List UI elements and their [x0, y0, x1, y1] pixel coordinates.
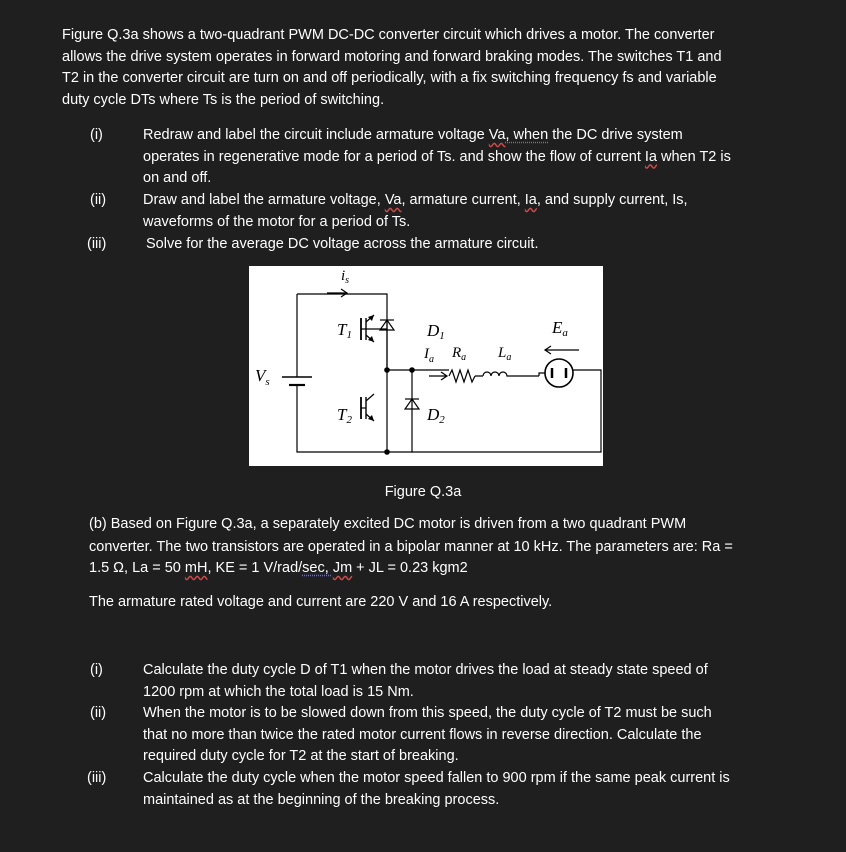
label-sub: 2 [439, 414, 445, 426]
question-number: (i) [90, 662, 103, 678]
spell-flag-va: Va [384, 192, 402, 208]
motor-circle [545, 359, 573, 387]
label-sub: s [265, 376, 270, 388]
question-number: (iii) [87, 770, 107, 786]
label-text: V [255, 366, 266, 385]
question-line: maintained as at the beginning of the breaking process. [143, 791, 500, 808]
intro-line: Figure Q.3a shows a two-quadrant PWM DC-DC converter circuit which drives a motor. The converter [62, 27, 715, 43]
ea-arrow [545, 346, 579, 354]
label-sub: 1 [346, 329, 352, 341]
grammar-flag-sec: sec [302, 560, 325, 576]
outer-wire [297, 294, 387, 452]
part-b-paragraph [89, 514, 779, 580]
label-is [341, 268, 349, 286]
question-text [143, 125, 783, 190]
label-sub: a [506, 352, 512, 363]
text-span: the DC drive system [548, 127, 683, 143]
label-d1 [426, 321, 445, 342]
label-text: R [452, 345, 462, 361]
text-span: Draw and label the armature voltage, [143, 192, 385, 208]
text-span: , [505, 127, 514, 143]
question-text [143, 703, 783, 768]
question-number: (i) [90, 127, 103, 143]
question-line: When the motor is to be slowed down from this speed, the duty cycle of T2 must be such [143, 705, 712, 721]
t2-terminals [366, 394, 374, 421]
junction-dot [384, 367, 390, 373]
label-vs [255, 366, 270, 388]
text-span: when T2 is [656, 148, 731, 165]
part-b-line: converter. The two transistors are operated in a bipolar manner at 10 kHz. The parameters are: Ra = [89, 538, 733, 555]
text-span: , armature current, [401, 192, 525, 208]
label-ea [551, 318, 568, 339]
question-line: Calculate the duty cycle D of T1 when the motor drives the load at steady state speed of [143, 662, 708, 678]
label-sub: a [429, 354, 434, 365]
intro-line: T2 in the converter circuit are turn on and off periodically, with a fix switching frequency fs and variable [62, 70, 717, 86]
text-span: + JL = 0.23 kgm2 [352, 560, 468, 576]
circuit-figure [249, 266, 603, 466]
label-t1 [337, 320, 352, 341]
spell-flag-va: Va [488, 127, 506, 143]
rated-values: The armature rated voltage and current are 220 V and 16 A respectively. [89, 594, 553, 610]
question-text: Solve for the average DC voltage across the armature circuit. [146, 236, 539, 252]
label-text: D [427, 321, 440, 340]
question-line: waveforms of the motor for a period of Ts. [143, 213, 411, 230]
label-ra [451, 345, 466, 363]
part-b-line: (b) Based on Figure Q.3a, a separately excited DC motor is driven from a two quadrant PWM [89, 516, 687, 532]
spell-flag-ia: Ia [644, 148, 657, 165]
question-line: 1200 rpm at which the total load is 15 Nm. [143, 683, 414, 700]
label-d2 [426, 405, 445, 426]
question-number: (ii) [90, 705, 107, 721]
ra-zigzag [449, 370, 475, 382]
question-line: required duty cycle for T2 at the start of breaking. [143, 748, 459, 764]
label-text: L [498, 345, 507, 361]
text-span: operates in regenerative mode for a period of Ts. and show the flow of current [143, 148, 645, 165]
spell-flag-jm: Jm [332, 560, 353, 576]
intro-line: duty cycle DTs where Ts is the period of switching. [62, 91, 385, 108]
label-text: T [337, 320, 347, 339]
circuit-diagram [249, 266, 603, 466]
question-line: on and off. [143, 170, 212, 186]
motor-wire-left [539, 373, 545, 376]
label-sub: a [562, 327, 568, 339]
label-text: T [337, 405, 347, 424]
is-arrow [327, 289, 347, 297]
label-la [497, 345, 511, 363]
label-text: i [341, 268, 346, 284]
text-span: 1.5 Ω, La = 50 [89, 560, 185, 576]
label-sub: 1 [439, 330, 445, 342]
question-line [143, 125, 783, 147]
spell-flag-mh: mH [184, 560, 208, 576]
figure-caption: Figure Q.3a [384, 484, 462, 500]
question-line [143, 147, 783, 169]
intro-paragraph [62, 25, 802, 111]
question-text [143, 660, 783, 703]
text-span: , and supply current, Is, [536, 192, 688, 208]
label-ia [423, 346, 434, 365]
text-span: , [324, 560, 333, 576]
part-b-line [89, 558, 779, 580]
junction-dot [409, 367, 415, 373]
label-text: I [424, 346, 429, 362]
question-text [143, 768, 783, 811]
motor-return-wire [412, 370, 601, 452]
intro-line: allows the drive system operates in forward motoring and forward braking modes. The switches T1 and [62, 48, 722, 65]
inner-wire [387, 370, 412, 452]
label-sub: s [345, 275, 350, 286]
spell-flag-ia: Ia [524, 192, 537, 208]
question-number: (ii) [90, 192, 107, 208]
label-sub: a [461, 352, 467, 363]
la-coil [475, 372, 539, 376]
label-sub: 2 [346, 414, 352, 426]
question-line [143, 190, 783, 212]
label-text: E [552, 318, 563, 337]
text-span: , KE = 1 V/rad/ [207, 560, 303, 576]
label-t2 [337, 405, 352, 426]
question-number: (iii) [87, 236, 107, 252]
question-text [143, 190, 783, 233]
question-line: Calculate the duty cycle when the motor speed fallen to 900 rpm if the same peak current is [143, 770, 730, 786]
label-text: D [427, 405, 440, 424]
question-line: that no more than twice the rated motor current flows in reverse direction. Calculate the [143, 726, 702, 743]
grammar-flag-when: when [513, 127, 549, 143]
junction-dot [384, 449, 390, 455]
ia-arrow [429, 372, 447, 380]
text-span: Redraw and label the circuit include armature voltage [143, 127, 489, 143]
